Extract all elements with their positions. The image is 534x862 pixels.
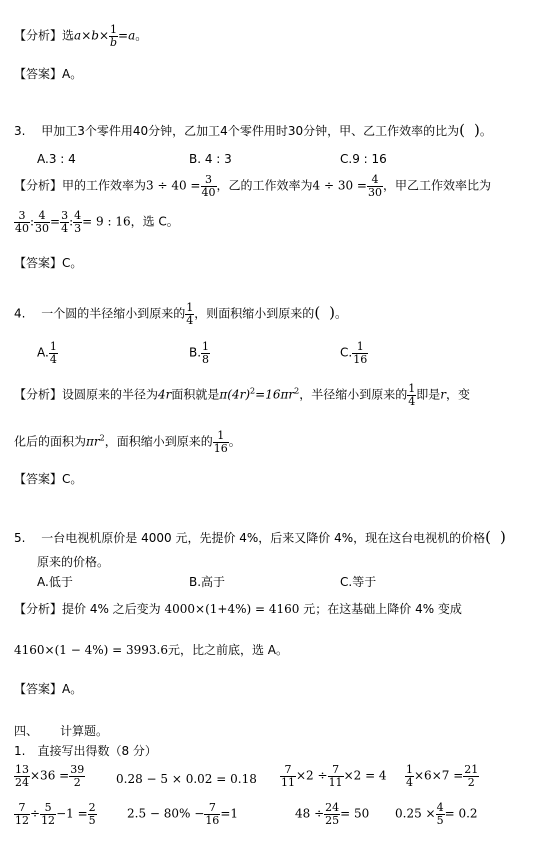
math-var: a bbox=[128, 28, 136, 43]
answer-value: A。 bbox=[62, 67, 83, 81]
calc-2: 0.28 − 5 × 0.02 = 0.18 bbox=[116, 772, 257, 786]
blank-paren: ( bbox=[459, 121, 465, 139]
analysis-text: 化后的面积为 bbox=[14, 434, 87, 449]
math-expr: ×6×7 = bbox=[414, 768, 464, 783]
math-op: : bbox=[69, 214, 74, 229]
denominator: 16 bbox=[205, 813, 220, 827]
blank-paren: ) bbox=[500, 528, 506, 546]
numerator: 4 bbox=[367, 174, 383, 187]
q4-stem bbox=[14, 302, 347, 326]
analysis-text: ，变 bbox=[445, 387, 470, 402]
q4-option-c bbox=[340, 341, 368, 365]
option-prefix: C. bbox=[340, 345, 353, 360]
math-expr: 2.5 − 80% − bbox=[127, 806, 205, 821]
denominator: 12 bbox=[41, 813, 56, 827]
analysis-label: 【分析】 bbox=[14, 28, 63, 43]
analysis-text: ，甲乙工作效率比为 bbox=[382, 178, 491, 193]
punct: 。 bbox=[135, 28, 148, 43]
question-text: 一台电视机原价是 4000 元，先提价 4%，后来又降价 4%，现在这台电视机的价格 bbox=[41, 531, 486, 545]
analysis-text: ，半径缩小到原来的 bbox=[299, 387, 408, 402]
math-expr: =16πr bbox=[255, 387, 295, 402]
q5-analysis-line1 bbox=[14, 603, 462, 615]
math-op: = bbox=[50, 214, 61, 229]
math-expr: 4160×(1 − 4%) = 3993.6 bbox=[14, 643, 168, 657]
fraction bbox=[204, 802, 220, 826]
analysis-text: 面积就是 bbox=[171, 387, 220, 402]
numerator: 1 bbox=[186, 301, 194, 314]
question-text: 一个圆的半径缩小到原来的 bbox=[41, 306, 186, 321]
math-expr: = 50 bbox=[340, 806, 370, 821]
fraction bbox=[14, 210, 30, 234]
numerator: 7 bbox=[328, 764, 344, 777]
numerator: 3 bbox=[201, 174, 217, 187]
item-number: 1. bbox=[14, 744, 26, 758]
answer-label: 【答案】 bbox=[14, 67, 63, 81]
numerator: 4 bbox=[34, 210, 50, 223]
analysis-text: 选 bbox=[62, 28, 75, 43]
math-expr: 0.25 × bbox=[395, 806, 436, 821]
calc-1 bbox=[14, 764, 85, 788]
q3-analysis-line1 bbox=[14, 174, 491, 198]
numerator: 2 bbox=[88, 801, 96, 814]
calc-4 bbox=[405, 764, 479, 788]
numerator: 4 bbox=[74, 209, 82, 222]
section-number: 四、 bbox=[14, 724, 39, 738]
fraction bbox=[405, 764, 414, 788]
denominator: 8 bbox=[202, 352, 210, 366]
fraction bbox=[463, 764, 479, 788]
fraction bbox=[34, 210, 50, 234]
exponent: 2 bbox=[294, 386, 300, 396]
punct: 。 bbox=[228, 434, 241, 449]
math-expr: πr bbox=[86, 434, 100, 449]
q3-answer bbox=[14, 257, 82, 269]
fraction bbox=[185, 302, 194, 326]
fraction bbox=[328, 764, 344, 788]
math-expr: = 0.2 bbox=[444, 806, 478, 821]
exponent: 2 bbox=[250, 386, 256, 396]
question-text: 甲加工3个零件用40分钟，乙加工4个零件用时30分钟，甲、乙工作效率的比为 bbox=[41, 124, 460, 138]
fraction bbox=[73, 210, 82, 234]
question-number: 3. bbox=[14, 124, 26, 138]
q5-analysis-line2 bbox=[14, 644, 288, 656]
question-number: 4. bbox=[14, 306, 26, 321]
answer-value: A。 bbox=[62, 682, 83, 696]
denominator: 2 bbox=[467, 775, 475, 789]
blank-paren: ) bbox=[473, 121, 480, 139]
denominator: b bbox=[110, 35, 118, 49]
option-b: B. 4 : 3 bbox=[189, 152, 232, 166]
denominator: 5 bbox=[436, 813, 444, 827]
analysis-label: 【分析】 bbox=[14, 387, 63, 402]
numerator: 1 bbox=[202, 340, 210, 353]
option-c: C.9 : 16 bbox=[340, 152, 387, 166]
math-var: r bbox=[440, 387, 446, 402]
q3-analysis-line2 bbox=[14, 210, 179, 234]
calc-5 bbox=[14, 802, 97, 826]
math-expr: −1 = bbox=[56, 806, 88, 821]
denominator: 4 bbox=[408, 394, 416, 408]
analysis-text: 甲的工作效率为 bbox=[62, 178, 147, 193]
denominator: 4 bbox=[49, 352, 57, 366]
calc-7 bbox=[295, 802, 369, 826]
denominator: 25 bbox=[325, 813, 340, 827]
denominator: 11 bbox=[328, 775, 343, 789]
blank-paren: ( bbox=[314, 303, 321, 322]
option-a: A.低于 bbox=[37, 575, 73, 589]
denominator: 16 bbox=[353, 352, 368, 366]
numerator: 7 bbox=[280, 764, 296, 777]
numerator: 4 bbox=[436, 801, 444, 814]
blank-paren: ) bbox=[329, 303, 336, 322]
q2-analysis bbox=[14, 24, 147, 48]
fraction bbox=[109, 24, 118, 48]
q5-stem-line1 bbox=[14, 530, 506, 545]
denominator: 2 bbox=[73, 775, 81, 789]
blank-paren: ( bbox=[485, 528, 492, 546]
fraction bbox=[40, 802, 56, 826]
math-op: = bbox=[118, 28, 129, 43]
analysis-text: 提价 4% 之后变为 bbox=[62, 602, 161, 616]
q4-analysis-line1 bbox=[14, 383, 470, 407]
fraction bbox=[367, 174, 383, 198]
numerator: 21 bbox=[464, 763, 479, 776]
numerator: 5 bbox=[40, 802, 56, 815]
math-expr: 4r bbox=[158, 387, 172, 402]
denominator: 3 bbox=[74, 221, 82, 235]
analysis-text: 元，比之前底，选 A。 bbox=[167, 643, 289, 657]
analysis-text: 即是 bbox=[416, 387, 441, 402]
fraction bbox=[407, 383, 416, 407]
numerator: 1 bbox=[408, 382, 416, 395]
denominator: 11 bbox=[281, 775, 295, 789]
numerator: 1 bbox=[213, 430, 229, 443]
math-expr: =1 bbox=[220, 806, 239, 821]
fraction bbox=[213, 430, 229, 454]
calc-3 bbox=[280, 764, 387, 788]
answer-label: 【答案】 bbox=[14, 472, 63, 486]
q4-option-a bbox=[37, 341, 58, 365]
math-expr: 48 ÷ bbox=[295, 806, 325, 821]
answer-label: 【答案】 bbox=[14, 256, 63, 270]
punct: 。 bbox=[335, 306, 348, 321]
analysis-text: ，面积缩小到原来的 bbox=[104, 434, 213, 449]
analysis-label: 【分析】 bbox=[14, 178, 63, 193]
math-expr: = 9 : 16 bbox=[82, 214, 131, 229]
fraction bbox=[69, 764, 85, 788]
denominator: 24 bbox=[15, 775, 29, 789]
analysis-text: 元；在这基础上降价 4% 变成 bbox=[303, 602, 462, 616]
answer-label: 【答案】 bbox=[14, 682, 63, 696]
fraction bbox=[14, 802, 30, 826]
denominator: 4 bbox=[186, 313, 194, 327]
option-b: B.高于 bbox=[189, 575, 226, 589]
analysis-text: 设圆原来的半径为 bbox=[62, 387, 159, 402]
calc-6 bbox=[127, 802, 238, 826]
option-prefix: B. bbox=[189, 345, 202, 360]
numerator: 7 bbox=[14, 802, 30, 815]
q4-analysis-line2 bbox=[14, 430, 241, 454]
question-text: ，则面积缩小到原来的 bbox=[194, 306, 315, 321]
answer-value: C。 bbox=[62, 472, 83, 486]
numerator: 24 bbox=[325, 801, 340, 814]
math-expr: π(4r) bbox=[219, 387, 251, 402]
denominator: 4 bbox=[61, 221, 69, 235]
fraction bbox=[201, 174, 217, 198]
numerator: 1 bbox=[406, 763, 413, 776]
fraction bbox=[60, 210, 69, 234]
denominator: 16 bbox=[213, 441, 228, 455]
math-expr: ×2 ÷ bbox=[296, 768, 328, 783]
math-expr: 3 ÷ 40 = bbox=[146, 178, 201, 193]
analysis-text: ，乙的工作效率为 bbox=[216, 178, 313, 193]
section-title: 计算题。 bbox=[60, 724, 109, 738]
fraction bbox=[14, 764, 30, 788]
denominator: 30 bbox=[367, 185, 382, 199]
denominator: 40 bbox=[15, 221, 29, 235]
fraction bbox=[201, 341, 210, 365]
numerator: 3 bbox=[61, 209, 69, 222]
fraction bbox=[49, 341, 58, 365]
math-var: b bbox=[91, 28, 99, 43]
q2-answer bbox=[14, 68, 82, 80]
numerator: 1 bbox=[49, 340, 57, 353]
fraction bbox=[352, 341, 368, 365]
punct: 。 bbox=[479, 124, 492, 138]
answer-value: C。 bbox=[62, 256, 83, 270]
calc-item-heading bbox=[14, 745, 157, 757]
numerator: 7 bbox=[204, 802, 220, 815]
math-op: × bbox=[98, 28, 109, 43]
question-number: 5. bbox=[14, 531, 26, 545]
fraction bbox=[280, 764, 296, 788]
exponent: 2 bbox=[99, 433, 105, 443]
denominator: 40 bbox=[201, 185, 216, 199]
q4-option-b bbox=[189, 341, 210, 365]
fraction bbox=[324, 802, 340, 826]
math-op: ÷ bbox=[30, 806, 41, 821]
numerator: 39 bbox=[70, 763, 85, 776]
numerator: 13 bbox=[15, 763, 29, 776]
section-heading bbox=[14, 725, 108, 737]
math-op: : bbox=[30, 214, 35, 229]
denominator: 30 bbox=[35, 221, 50, 235]
math-expr: ×2 = 4 bbox=[343, 768, 387, 783]
analysis-label: 【分析】 bbox=[14, 602, 63, 616]
option-c: C.等于 bbox=[340, 575, 377, 589]
q3-stem bbox=[14, 123, 492, 138]
q5-answer bbox=[14, 683, 82, 695]
math-op: × bbox=[81, 28, 92, 43]
fraction bbox=[436, 802, 445, 826]
denominator: 12 bbox=[15, 813, 29, 827]
math-var: a bbox=[74, 28, 82, 43]
item-text: 直接写出得数（8 分） bbox=[37, 744, 157, 758]
q4-answer bbox=[14, 473, 82, 485]
denominator: 4 bbox=[406, 775, 413, 789]
numerator: 1 bbox=[352, 341, 368, 354]
q5-stem-line2: 原来的价格。 bbox=[37, 555, 110, 569]
math-expr: ×36 = bbox=[30, 768, 70, 783]
fraction bbox=[88, 802, 97, 826]
option-a: A.3 : 4 bbox=[37, 152, 76, 166]
calc-8 bbox=[395, 802, 478, 826]
numerator: 3 bbox=[14, 210, 30, 223]
option-prefix: A. bbox=[37, 345, 49, 360]
math-expr: 4000×(1+4%) = 4160 bbox=[164, 602, 300, 616]
math-expr: 4 ÷ 30 = bbox=[312, 178, 367, 193]
numerator: 1 bbox=[110, 23, 118, 36]
denominator: 5 bbox=[88, 813, 96, 827]
analysis-text: ，选 C。 bbox=[130, 214, 179, 229]
